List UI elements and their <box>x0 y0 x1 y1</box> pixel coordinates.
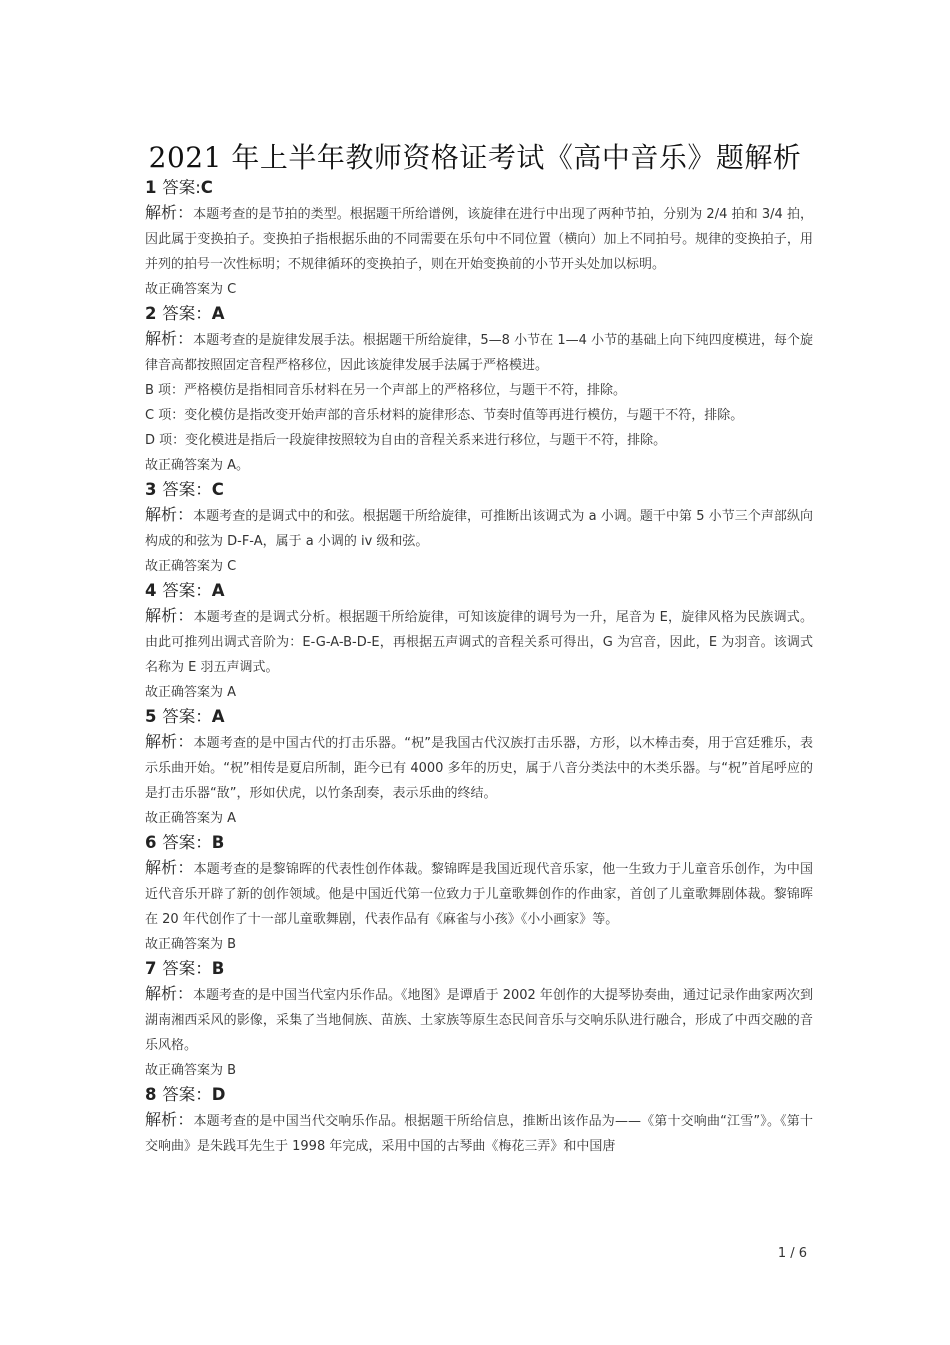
answer-heading <box>145 957 813 981</box>
explanation-paragraph <box>145 1107 813 1159</box>
explanation-text: B 项：严格模仿是指相同音乐材料在另一个声部上的严格移位，与题干不符，排除。 <box>145 383 627 398</box>
answer-label: 答案： <box>162 581 212 600</box>
explanation-text: 本题考查的是中国当代室内乐作品。《地图》是谭盾于 2002 年创作的大提琴协奏曲，通过记录作曲家两次到湖南湘西采风的影像，采集了当地侗族、苗族、土家族等原生态民间音乐与交响乐队进行融合，形成了中西交融的音乐风格。 <box>145 988 813 1053</box>
explanation-prefix: 解析： <box>145 606 194 625</box>
correct-answer-line: 故正确答案为 B <box>145 1063 237 1078</box>
answer-label: 答案： <box>162 707 212 726</box>
question-block <box>145 831 813 957</box>
answer-label: 答案： <box>162 304 212 323</box>
explanation-prefix: 解析： <box>145 505 194 524</box>
answer-label: 答案： <box>162 480 212 499</box>
answer-heading <box>145 579 813 603</box>
answer-label: 答案： <box>162 833 212 852</box>
explanation-paragraph <box>145 502 813 554</box>
explanation-prefix: 解析： <box>145 858 194 877</box>
correct-answer-line: 故正确答案为 A。 <box>145 458 250 473</box>
explanation-text: 本题考查的是调式中的和弦。根据题干所给旋律，可推断出该调式为 a 小调。题干中第 5 小节三个声部纵向构成的和弦为 D-F-A，属于 a 小调的 iv 级和弦。 <box>145 509 813 549</box>
explanation-prefix: 解析： <box>145 203 194 222</box>
answer-letter: A <box>211 581 225 600</box>
answer-letter: A <box>211 304 225 323</box>
explanation-paragraph <box>145 403 813 428</box>
correct-answer-line: 故正确答案为 A <box>145 685 237 700</box>
explanation-paragraph <box>145 428 813 453</box>
explanation-text: 本题考查的是黎锦晖的代表性创作体裁。黎锦晖是我国近现代音乐家，他一生致力于儿童音乐创作，为中国近代音乐开辟了新的创作领域。他是中国近代第一位致力于儿童歌舞创作的作曲家，首创了儿童歌舞剧体裁。黎锦晖在 20 年代创作了十一部儿童歌舞剧，代表作品有《麻雀与小孩》《小小画家》等。 <box>145 862 813 927</box>
question-block <box>145 1083 813 1159</box>
question-block <box>145 579 813 705</box>
question-number: 1 <box>145 178 157 197</box>
explanation-prefix: 解析： <box>145 329 194 348</box>
explanation-text: 本题考查的是中国当代交响乐作品。根据题干所给信息，推断出该作品为——《第十交响曲“江雪”》。《第十交响曲》是朱践耳先生于 1998 年完成，采用中国的古琴曲《梅花三弄》和中国唐 <box>145 1114 813 1154</box>
question-block <box>145 302 813 478</box>
explanation-paragraph <box>145 855 813 932</box>
question-block <box>145 176 813 302</box>
explanation-paragraph <box>145 729 813 806</box>
answer-heading <box>145 1083 813 1107</box>
page-number: 1 / 6 <box>777 1246 807 1261</box>
answer-label: 答案: <box>162 178 201 197</box>
question-number: 7 <box>145 959 157 978</box>
answer-heading <box>145 176 813 200</box>
explanation-text: 本题考查的是调式分析。根据题干所给旋律，可知该旋律的调号为一升，尾音为 E，旋律风格为民族调式。由此可推列出调式音阶为：E-G-A-B-D-E，再根据五声调式的音程关系可得出，G 为宫音，因此，E 为羽音。该调式名称为 E 羽五声调式。 <box>145 610 813 675</box>
explanation-paragraph <box>145 981 813 1058</box>
explanation-paragraph <box>145 200 813 277</box>
answer-letter: C <box>211 480 224 499</box>
answer-heading <box>145 705 813 729</box>
explanation-text: 本题考查的是节拍的类型。根据题干所给谱例，该旋律在进行中出现了两种节拍，分别为 2/4 拍和 3/4 拍，因此属于变换拍子。变换拍子指根据乐曲的不同需要在乐句中不同位置（横向）加上不同拍号。规律的变换拍子，用并列的拍号一次性标明；不规律循环的变换拍子，则在开始变换前的小节开头处加以标明。 <box>145 207 813 272</box>
answer-letter: B <box>211 833 225 852</box>
explanation-text: D 项：变化模进是指后一段旋律按照较为自由的音程关系来进行移位，与题干不符，排除。 <box>145 433 667 448</box>
explanation-paragraph <box>145 603 813 680</box>
explanation-text: C 项：变化模仿是指改变开始声部的音乐材料的旋律形态、节奏时值等再进行模仿，与题干不符，排除。 <box>145 408 744 423</box>
correct-answer-line: 故正确答案为 B <box>145 937 237 952</box>
correct-answer-line: 故正确答案为 C <box>145 559 237 574</box>
answer-letter: A <box>211 707 225 726</box>
answer-letter: D <box>211 1085 226 1104</box>
answer-list <box>145 176 813 1159</box>
question-block <box>145 957 813 1083</box>
correct-answer-line: 故正确答案为 A <box>145 811 237 826</box>
answer-label: 答案： <box>162 959 212 978</box>
question-number: 3 <box>145 480 157 499</box>
answer-heading <box>145 302 813 326</box>
answer-letter: B <box>211 959 225 978</box>
answer-letter: C <box>200 178 213 197</box>
page-title: 2021 年上半年教师资格证考试《高中音乐》题解析 <box>148 141 802 174</box>
answer-label: 答案： <box>162 1085 212 1104</box>
correct-answer-line: 故正确答案为 C <box>145 282 237 297</box>
answer-heading <box>145 478 813 502</box>
explanation-prefix: 解析： <box>145 1110 194 1129</box>
question-number: 4 <box>145 581 157 600</box>
explanation-paragraph <box>145 378 813 403</box>
explanation-prefix: 解析： <box>145 984 194 1003</box>
question-number: 6 <box>145 833 157 852</box>
explanation-paragraph <box>145 326 813 378</box>
question-number: 5 <box>145 707 157 726</box>
question-number: 2 <box>145 304 157 323</box>
question-block <box>145 478 813 579</box>
question-number: 8 <box>145 1085 157 1104</box>
explanation-text: 本题考查的是中国古代的打击乐器。“柷”是我国古代汉族打击乐器，方形，以木棒击奏，用于宫廷雅乐，表示乐曲开始。“柷”相传是夏启所制，距今已有 4000 多年的历史，属于八音分类法中的木类乐器。与“柷”首尾呼应的是打击乐器“敔”，形如伏虎，以竹条刮奏，表示乐曲的终结。 <box>145 736 813 801</box>
question-block <box>145 705 813 831</box>
explanation-text: 本题考查的是旋律发展手法。根据题干所给旋律，5—8 小节在 1—4 小节的基础上向下纯四度模进，每个旋律音高都按照固定音程严格移位，因此该旋律发展手法属于严格模进。 <box>145 333 813 373</box>
answer-heading <box>145 831 813 855</box>
explanation-prefix: 解析： <box>145 732 194 751</box>
